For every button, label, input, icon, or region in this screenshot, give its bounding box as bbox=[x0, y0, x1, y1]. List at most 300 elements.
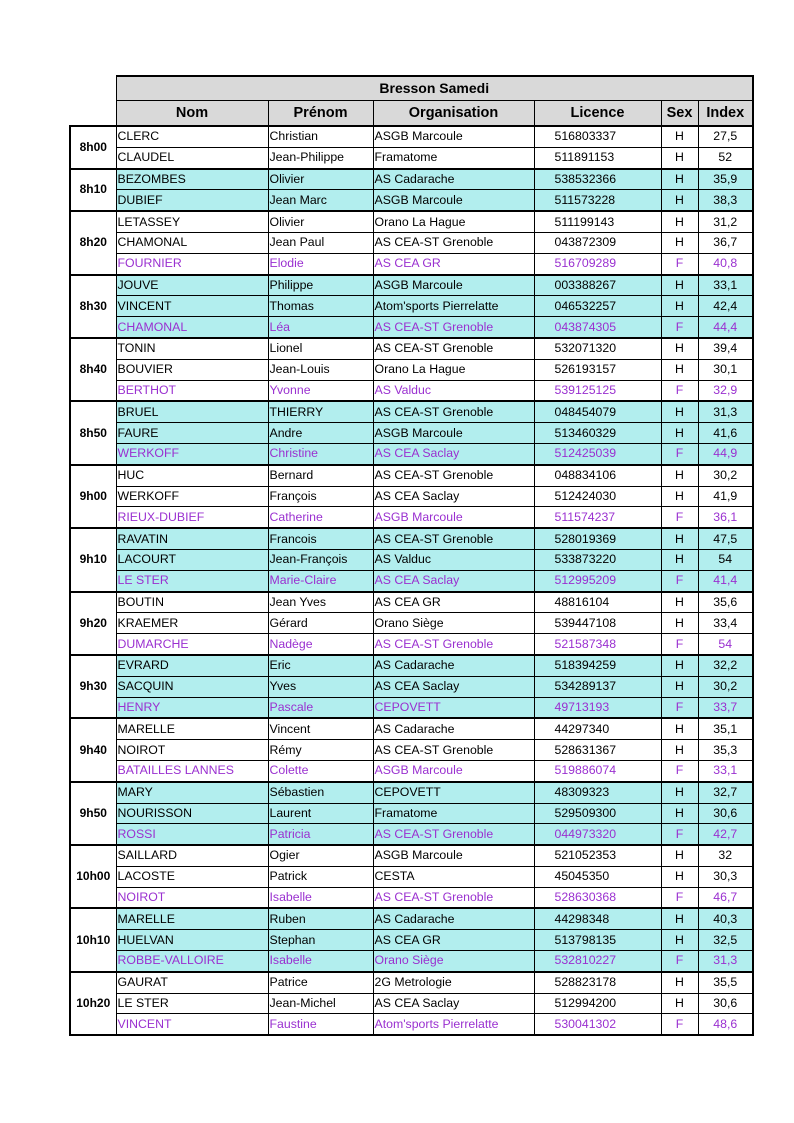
cell-nom: VINCENT bbox=[116, 296, 268, 317]
table-row bbox=[70, 380, 753, 401]
tee-time: 9h50 bbox=[70, 782, 116, 845]
table-row bbox=[70, 655, 753, 676]
cell-organisation: ASGB Marcoule bbox=[373, 190, 534, 211]
cell-nom: LACOURT bbox=[116, 549, 268, 570]
cell-prenom: Elodie bbox=[268, 253, 373, 274]
tee-time: 8h50 bbox=[70, 401, 116, 464]
cell-prenom: Ogier bbox=[268, 845, 373, 866]
cell-index: 47,5 bbox=[698, 528, 753, 549]
cell-sex: F bbox=[661, 443, 698, 464]
tee-time: 9h10 bbox=[70, 528, 116, 591]
cell-index: 48,6 bbox=[698, 1014, 753, 1035]
cell-sex: H bbox=[661, 993, 698, 1014]
cell-nom: SACQUIN bbox=[116, 676, 268, 697]
cell-organisation: AS CEA Saclay bbox=[373, 486, 534, 507]
cell-index: 42,4 bbox=[698, 296, 753, 317]
tee-time: 10h10 bbox=[70, 908, 116, 971]
cell-nom: NOIROT bbox=[116, 740, 268, 761]
cell-prenom: Christine bbox=[268, 443, 373, 464]
cell-organisation: 2G Metrologie bbox=[373, 972, 534, 993]
cell-nom: ROSSI bbox=[116, 824, 268, 845]
table-row bbox=[70, 930, 753, 951]
cell-prenom: Isabelle bbox=[268, 951, 373, 972]
cell-organisation: AS Cadarache bbox=[373, 908, 534, 929]
cell-organisation: ASGB Marcoule bbox=[373, 507, 534, 528]
cell-prenom: Isabelle bbox=[268, 887, 373, 908]
cell-nom: LETASSEY bbox=[116, 211, 268, 232]
tee-time: 8h00 bbox=[70, 126, 116, 169]
cell-organisation: ASGB Marcoule bbox=[373, 126, 534, 147]
cell-sex: H bbox=[661, 486, 698, 507]
cell-prenom: Stephan bbox=[268, 930, 373, 951]
tee-time: 8h20 bbox=[70, 211, 116, 274]
cell-organisation: CESTA bbox=[373, 866, 534, 887]
cell-licence: 516803337 bbox=[534, 126, 661, 147]
cell-prenom: Jean Paul bbox=[268, 232, 373, 253]
cell-nom: LE STER bbox=[116, 570, 268, 591]
cell-prenom: Sébastien bbox=[268, 782, 373, 803]
cell-prenom: Bernard bbox=[268, 465, 373, 486]
cell-sex: H bbox=[661, 338, 698, 359]
cell-nom: JOUVE bbox=[116, 275, 268, 296]
cell-organisation: AS Cadarache bbox=[373, 718, 534, 739]
cell-sex: H bbox=[661, 275, 698, 296]
cell-licence: 511891153 bbox=[534, 147, 661, 168]
cell-organisation: CEPOVETT bbox=[373, 782, 534, 803]
cell-licence: 529509300 bbox=[534, 803, 661, 824]
cell-index: 35,9 bbox=[698, 169, 753, 190]
cell-licence: 046532257 bbox=[534, 296, 661, 317]
cell-index: 42,7 bbox=[698, 824, 753, 845]
cell-index: 35,3 bbox=[698, 740, 753, 761]
cell-licence: 521052353 bbox=[534, 845, 661, 866]
cell-licence: 528019369 bbox=[534, 528, 661, 549]
table-row bbox=[70, 697, 753, 718]
cell-prenom: Faustine bbox=[268, 1014, 373, 1035]
cell-organisation: AS CEA Saclay bbox=[373, 993, 534, 1014]
cell-licence: 528823178 bbox=[534, 972, 661, 993]
cell-organisation: AS CEA-ST Grenoble bbox=[373, 338, 534, 359]
cell-index: 33,1 bbox=[698, 760, 753, 781]
cell-organisation: ASGB Marcoule bbox=[373, 760, 534, 781]
cell-nom: WERKOFF bbox=[116, 486, 268, 507]
cell-prenom: Pascale bbox=[268, 697, 373, 718]
header-licence: Licence bbox=[534, 101, 661, 127]
cell-index: 30,2 bbox=[698, 465, 753, 486]
cell-nom: LACOSTE bbox=[116, 866, 268, 887]
header-sex: Sex bbox=[661, 101, 698, 127]
cell-index: 33,4 bbox=[698, 613, 753, 634]
cell-prenom: Laurent bbox=[268, 803, 373, 824]
cell-sex: H bbox=[661, 908, 698, 929]
header-nom: Nom bbox=[116, 101, 268, 127]
cell-nom: MARY bbox=[116, 782, 268, 803]
table-row bbox=[70, 570, 753, 591]
cell-index: 54 bbox=[698, 634, 753, 655]
cell-prenom: Rémy bbox=[268, 740, 373, 761]
cell-nom: BRUEL bbox=[116, 401, 268, 422]
header-organisation: Organisation bbox=[373, 101, 534, 127]
cell-nom: FOURNIER bbox=[116, 253, 268, 274]
cell-licence: 048834106 bbox=[534, 465, 661, 486]
cell-sex: H bbox=[661, 147, 698, 168]
cell-licence: 45045350 bbox=[534, 866, 661, 887]
cell-nom: BATAILLES LANNES bbox=[116, 760, 268, 781]
cell-organisation: Orano Siège bbox=[373, 613, 534, 634]
cell-sex: H bbox=[661, 740, 698, 761]
cell-index: 30,2 bbox=[698, 676, 753, 697]
cell-organisation: AS Valduc bbox=[373, 549, 534, 570]
cell-sex: H bbox=[661, 718, 698, 739]
cell-prenom: Ruben bbox=[268, 908, 373, 929]
cell-sex: F bbox=[661, 951, 698, 972]
cell-prenom: Francois bbox=[268, 528, 373, 549]
cell-nom: CLAUDEL bbox=[116, 147, 268, 168]
cell-prenom: François bbox=[268, 486, 373, 507]
cell-prenom: Marie-Claire bbox=[268, 570, 373, 591]
cell-index: 44,9 bbox=[698, 443, 753, 464]
cell-index: 32 bbox=[698, 845, 753, 866]
cell-sex: F bbox=[661, 887, 698, 908]
table-row bbox=[70, 443, 753, 464]
cell-licence: 526193157 bbox=[534, 359, 661, 380]
table-row bbox=[70, 740, 753, 761]
cell-prenom: Olivier bbox=[268, 169, 373, 190]
cell-nom: CHAMONAL bbox=[116, 232, 268, 253]
cell-nom: SAILLARD bbox=[116, 845, 268, 866]
cell-index: 38,3 bbox=[698, 190, 753, 211]
cell-nom: FAURE bbox=[116, 423, 268, 444]
cell-nom: DUBIEF bbox=[116, 190, 268, 211]
table-row bbox=[70, 296, 753, 317]
cell-organisation: Orano La Hague bbox=[373, 359, 534, 380]
cell-licence: 538532366 bbox=[534, 169, 661, 190]
cell-licence: 512424030 bbox=[534, 486, 661, 507]
cell-sex: F bbox=[661, 634, 698, 655]
tee-time: 8h30 bbox=[70, 275, 116, 338]
cell-index: 35,6 bbox=[698, 592, 753, 613]
cell-sex: H bbox=[661, 401, 698, 422]
cell-nom: TONIN bbox=[116, 338, 268, 359]
cell-nom: LE STER bbox=[116, 993, 268, 1014]
table-row bbox=[70, 126, 753, 147]
cell-prenom: Jean Marc bbox=[268, 190, 373, 211]
cell-licence: 44297340 bbox=[534, 718, 661, 739]
cell-licence: 49713193 bbox=[534, 697, 661, 718]
cell-licence: 532071320 bbox=[534, 338, 661, 359]
cell-organisation: AS CEA-ST Grenoble bbox=[373, 465, 534, 486]
cell-sex: H bbox=[661, 592, 698, 613]
cell-nom: DUMARCHE bbox=[116, 634, 268, 655]
cell-licence: 512994200 bbox=[534, 993, 661, 1014]
cell-sex: F bbox=[661, 507, 698, 528]
cell-index: 40,8 bbox=[698, 253, 753, 274]
cell-nom: HENRY bbox=[116, 697, 268, 718]
cell-sex: H bbox=[661, 613, 698, 634]
cell-index: 46,7 bbox=[698, 887, 753, 908]
table-row bbox=[70, 317, 753, 338]
cell-licence: 533873220 bbox=[534, 549, 661, 570]
cell-prenom: Lionel bbox=[268, 338, 373, 359]
cell-organisation: CEPOVETT bbox=[373, 697, 534, 718]
table-row bbox=[70, 718, 753, 739]
tee-time: 8h40 bbox=[70, 338, 116, 401]
cell-licence: 44298348 bbox=[534, 908, 661, 929]
cell-organisation: AS CEA-ST Grenoble bbox=[373, 528, 534, 549]
tee-time: 9h30 bbox=[70, 655, 116, 718]
table-row bbox=[70, 782, 753, 803]
cell-index: 33,1 bbox=[698, 275, 753, 296]
cell-index: 32,9 bbox=[698, 380, 753, 401]
cell-nom: RIEUX-DUBIEF bbox=[116, 507, 268, 528]
table-row bbox=[70, 613, 753, 634]
cell-licence: 528631367 bbox=[534, 740, 661, 761]
cell-index: 30,3 bbox=[698, 866, 753, 887]
cell-index: 27,5 bbox=[698, 126, 753, 147]
cell-prenom: Jean-Philippe bbox=[268, 147, 373, 168]
cell-licence: 519886074 bbox=[534, 760, 661, 781]
table-row bbox=[70, 338, 753, 359]
tee-time: 8h10 bbox=[70, 169, 116, 212]
cell-prenom: Yvonne bbox=[268, 380, 373, 401]
cell-sex: H bbox=[661, 528, 698, 549]
cell-sex: H bbox=[661, 465, 698, 486]
cell-organisation: AS CEA Saclay bbox=[373, 676, 534, 697]
cell-prenom: Vincent bbox=[268, 718, 373, 739]
cell-sex: F bbox=[661, 824, 698, 845]
table-row bbox=[70, 190, 753, 211]
cell-organisation: ASGB Marcoule bbox=[373, 845, 534, 866]
cell-organisation: AS CEA-ST Grenoble bbox=[373, 740, 534, 761]
cell-organisation: AS CEA-ST Grenoble bbox=[373, 401, 534, 422]
tee-time: 9h40 bbox=[70, 718, 116, 781]
table-row bbox=[70, 824, 753, 845]
cell-licence: 513460329 bbox=[534, 423, 661, 444]
table-row bbox=[70, 887, 753, 908]
table-row bbox=[70, 908, 753, 929]
cell-licence: 518394259 bbox=[534, 655, 661, 676]
cell-prenom: Philippe bbox=[268, 275, 373, 296]
cell-nom: RAVATIN bbox=[116, 528, 268, 549]
cell-nom: WERKOFF bbox=[116, 443, 268, 464]
cell-licence: 530041302 bbox=[534, 1014, 661, 1035]
tee-time: 10h20 bbox=[70, 972, 116, 1035]
cell-licence: 539125125 bbox=[534, 380, 661, 401]
tee-time: 10h00 bbox=[70, 845, 116, 908]
cell-index: 33,7 bbox=[698, 697, 753, 718]
cell-prenom: Nadège bbox=[268, 634, 373, 655]
cell-index: 52 bbox=[698, 147, 753, 168]
table-row bbox=[70, 866, 753, 887]
cell-licence: 512995209 bbox=[534, 570, 661, 591]
cell-nom: VINCENT bbox=[116, 1014, 268, 1035]
cell-sex: H bbox=[661, 232, 698, 253]
table-row bbox=[70, 232, 753, 253]
cell-index: 30,1 bbox=[698, 359, 753, 380]
cell-organisation: AS CEA-ST Grenoble bbox=[373, 634, 534, 655]
cell-prenom: Thomas bbox=[268, 296, 373, 317]
cell-index: 44,4 bbox=[698, 317, 753, 338]
cell-nom: HUELVAN bbox=[116, 930, 268, 951]
cell-organisation: AS CEA GR bbox=[373, 253, 534, 274]
cell-sex: H bbox=[661, 845, 698, 866]
table-row bbox=[70, 486, 753, 507]
cell-organisation: ASGB Marcoule bbox=[373, 275, 534, 296]
cell-prenom: Léa bbox=[268, 317, 373, 338]
cell-licence: 539447108 bbox=[534, 613, 661, 634]
cell-licence: 532810227 bbox=[534, 951, 661, 972]
cell-index: 41,4 bbox=[698, 570, 753, 591]
cell-licence: 043874305 bbox=[534, 317, 661, 338]
cell-index: 31,3 bbox=[698, 401, 753, 422]
cell-organisation: AS CEA-ST Grenoble bbox=[373, 317, 534, 338]
cell-nom: BOUVIER bbox=[116, 359, 268, 380]
cell-organisation: Orano La Hague bbox=[373, 211, 534, 232]
cell-sex: H bbox=[661, 169, 698, 190]
cell-prenom: Gérard bbox=[268, 613, 373, 634]
cell-nom: ROBBE-VALLOIRE bbox=[116, 951, 268, 972]
tee-time-table bbox=[69, 75, 754, 1036]
cell-licence: 48309323 bbox=[534, 782, 661, 803]
table-row bbox=[70, 211, 753, 232]
cell-licence: 043872309 bbox=[534, 232, 661, 253]
cell-licence: 512425039 bbox=[534, 443, 661, 464]
table-row bbox=[70, 528, 753, 549]
cell-prenom: Colette bbox=[268, 760, 373, 781]
cell-sex: H bbox=[661, 359, 698, 380]
cell-sex: H bbox=[661, 676, 698, 697]
header-index: Index bbox=[698, 101, 753, 127]
cell-sex: H bbox=[661, 972, 698, 993]
cell-licence: 48816104 bbox=[534, 592, 661, 613]
cell-nom: MARELLE bbox=[116, 718, 268, 739]
cell-nom: CLERC bbox=[116, 126, 268, 147]
table-row bbox=[70, 1014, 753, 1035]
cell-sex: H bbox=[661, 782, 698, 803]
cell-organisation: AS CEA Saclay bbox=[373, 570, 534, 591]
cell-organisation: AS CEA GR bbox=[373, 592, 534, 613]
cell-licence: 511573228 bbox=[534, 190, 661, 211]
cell-nom: HUC bbox=[116, 465, 268, 486]
cell-prenom: Eric bbox=[268, 655, 373, 676]
cell-sex: H bbox=[661, 423, 698, 444]
table-row bbox=[70, 507, 753, 528]
cell-prenom: Andre bbox=[268, 423, 373, 444]
cell-index: 30,6 bbox=[698, 993, 753, 1014]
cell-licence: 516709289 bbox=[534, 253, 661, 274]
cell-organisation: Atom'sports Pierrelatte bbox=[373, 1014, 534, 1035]
table-row bbox=[70, 465, 753, 486]
cell-sex: F bbox=[661, 760, 698, 781]
table-row bbox=[70, 253, 753, 274]
cell-sex: F bbox=[661, 1014, 698, 1035]
cell-prenom: Jean-Michel bbox=[268, 993, 373, 1014]
cell-prenom: Patricia bbox=[268, 824, 373, 845]
table-row bbox=[70, 401, 753, 422]
cell-nom: BOUTIN bbox=[116, 592, 268, 613]
cell-index: 30,6 bbox=[698, 803, 753, 824]
cell-licence: 521587348 bbox=[534, 634, 661, 655]
cell-index: 32,5 bbox=[698, 930, 753, 951]
table-row bbox=[70, 169, 753, 190]
cell-sex: F bbox=[661, 380, 698, 401]
cell-licence: 511574237 bbox=[534, 507, 661, 528]
cell-organisation: AS CEA-ST Grenoble bbox=[373, 887, 534, 908]
cell-organisation: AS Cadarache bbox=[373, 169, 534, 190]
cell-organisation: AS CEA Saclay bbox=[373, 443, 534, 464]
table-row bbox=[70, 423, 753, 444]
cell-prenom: Olivier bbox=[268, 211, 373, 232]
cell-sex: F bbox=[661, 253, 698, 274]
cell-prenom: Christian bbox=[268, 126, 373, 147]
cell-licence: 003388267 bbox=[534, 275, 661, 296]
cell-index: 35,5 bbox=[698, 972, 753, 993]
cell-nom: BERTHOT bbox=[116, 380, 268, 401]
cell-organisation: Orano Siège bbox=[373, 951, 534, 972]
table-row bbox=[70, 951, 753, 972]
cell-organisation: Atom'sports Pierrelatte bbox=[373, 296, 534, 317]
cell-index: 32,7 bbox=[698, 782, 753, 803]
table-row bbox=[70, 634, 753, 655]
cell-licence: 513798135 bbox=[534, 930, 661, 951]
table-row bbox=[70, 147, 753, 168]
cell-prenom: Patrice bbox=[268, 972, 373, 993]
cell-index: 35,1 bbox=[698, 718, 753, 739]
cell-sex: H bbox=[661, 803, 698, 824]
cell-nom: BEZOMBES bbox=[116, 169, 268, 190]
cell-index: 54 bbox=[698, 549, 753, 570]
cell-prenom: Jean-François bbox=[268, 549, 373, 570]
cell-index: 41,6 bbox=[698, 423, 753, 444]
table-row bbox=[70, 803, 753, 824]
cell-prenom: Catherine bbox=[268, 507, 373, 528]
cell-organisation: Framatome bbox=[373, 147, 534, 168]
table-row bbox=[70, 676, 753, 697]
cell-sex: H bbox=[661, 549, 698, 570]
cell-sex: H bbox=[661, 930, 698, 951]
table-row bbox=[70, 549, 753, 570]
cell-sex: F bbox=[661, 317, 698, 338]
tee-time: 9h00 bbox=[70, 465, 116, 528]
tee-time: 9h20 bbox=[70, 592, 116, 655]
cell-nom: NOURISSON bbox=[116, 803, 268, 824]
table-row bbox=[70, 592, 753, 613]
cell-index: 36,7 bbox=[698, 232, 753, 253]
cell-sex: H bbox=[661, 211, 698, 232]
cell-sex: H bbox=[661, 866, 698, 887]
cell-organisation: Framatome bbox=[373, 803, 534, 824]
cell-index: 39,4 bbox=[698, 338, 753, 359]
cell-licence: 044973320 bbox=[534, 824, 661, 845]
cell-sex: H bbox=[661, 655, 698, 676]
cell-organisation: AS CEA GR bbox=[373, 930, 534, 951]
table-row bbox=[70, 993, 753, 1014]
cell-prenom: Yves bbox=[268, 676, 373, 697]
table-row bbox=[70, 845, 753, 866]
cell-organisation: AS Valduc bbox=[373, 380, 534, 401]
cell-index: 31,2 bbox=[698, 211, 753, 232]
cell-sex: H bbox=[661, 126, 698, 147]
cell-prenom: Jean Yves bbox=[268, 592, 373, 613]
cell-organisation: AS CEA-ST Grenoble bbox=[373, 824, 534, 845]
table-title: Bresson Samedi bbox=[116, 76, 753, 101]
cell-licence: 534289137 bbox=[534, 676, 661, 697]
cell-prenom: Patrick bbox=[268, 866, 373, 887]
table-row bbox=[70, 760, 753, 781]
cell-nom: MARELLE bbox=[116, 908, 268, 929]
cell-sex: F bbox=[661, 570, 698, 591]
cell-sex: H bbox=[661, 190, 698, 211]
